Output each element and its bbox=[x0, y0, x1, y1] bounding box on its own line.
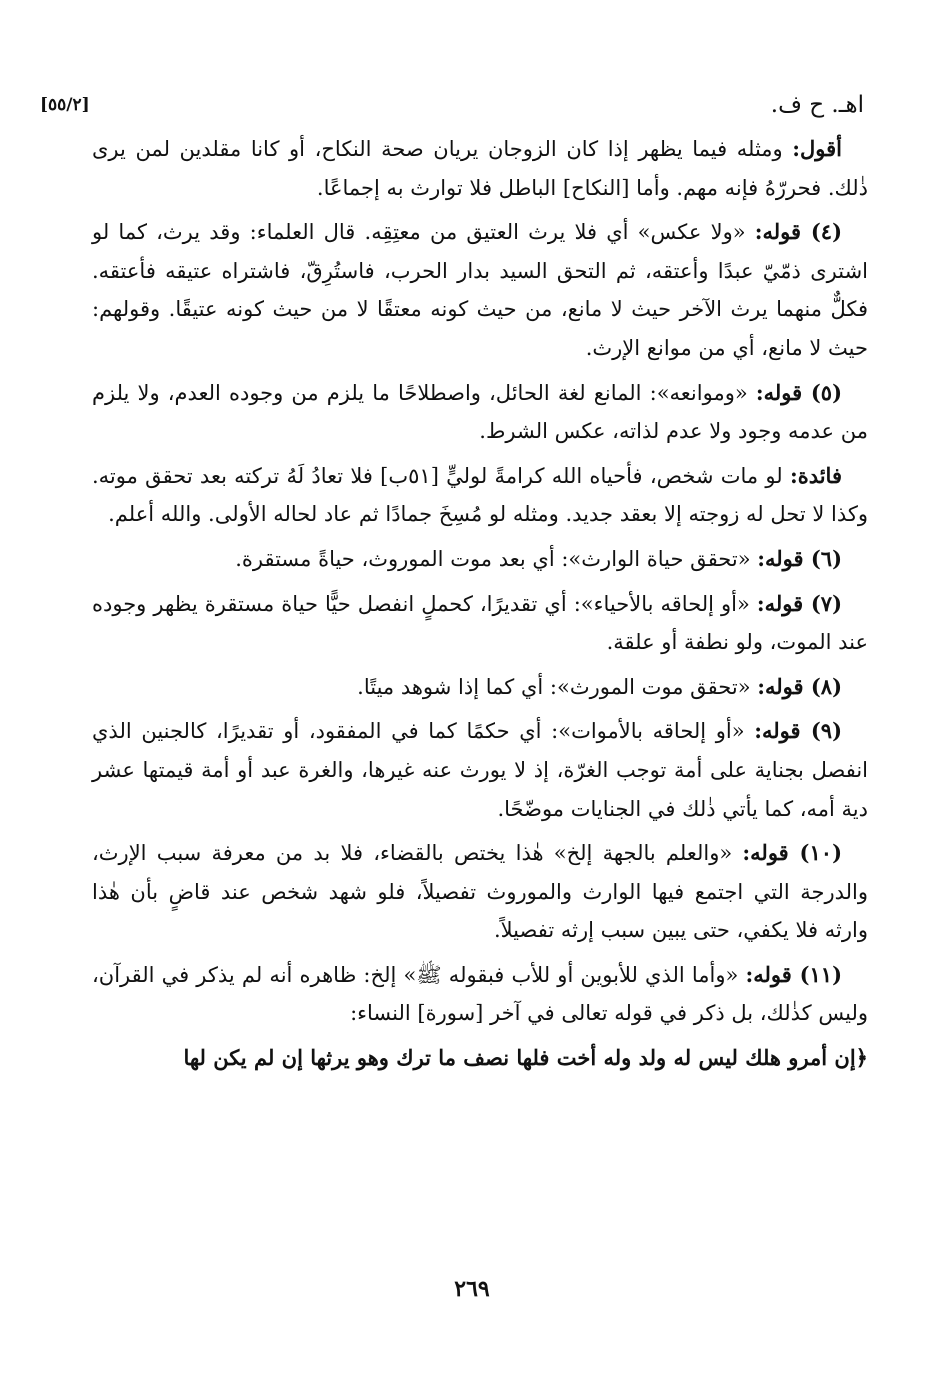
paragraph-lead: (١٠) قوله: bbox=[742, 840, 842, 866]
paragraph-text: «تحقق موت المورث»: أي كما إذا شوهد ميتًا. bbox=[357, 674, 758, 699]
paragraph bbox=[92, 712, 868, 828]
body-text bbox=[92, 130, 868, 1084]
paragraph-text: «تحقق حياة الوارث»: أي بعد موت الموروث، حياةً مستقرة. bbox=[235, 546, 758, 571]
paragraph-text: «والعلم بالجهة إلخ» هٰذا يختص بالقضاء، فلا بد من معرفة سبب الإرث، والدرجة التي اجتمع فيها الوارث والموروث تفصيلاً، فلو شهد شخص عند قاضٍ بأن هٰذا وارثه فلا يكفي، حتى يبين سبب إرثه تفصيلاً. bbox=[92, 841, 868, 943]
quran-verse bbox=[92, 1039, 868, 1078]
paragraph-text: ﴿إن أمرو هلك ليس له ولد وله أخت فلها نصف ما ترك وهو يرثها إن لم يكن لها bbox=[183, 1045, 868, 1071]
paragraph-lead: (٩) قوله: bbox=[754, 718, 842, 744]
page-reference: [٥٥/٢] bbox=[40, 95, 90, 115]
paragraph bbox=[92, 668, 868, 707]
paragraph-lead: (٦) قوله: bbox=[757, 545, 842, 571]
paragraph bbox=[92, 130, 868, 207]
paragraph-lead: (٥) قوله: bbox=[755, 379, 843, 405]
paragraph-text: ومثله فيما يظهر إذا كان الزوجان يريان صحة النكاح، أو كانا مقلدين لمن يرى ذٰلك. فحررّهُ فإنه مهم. وأما [النكاح] الباطل فلا توارث به إجماعًا. bbox=[92, 137, 868, 200]
paragraph-text: «وموانعه»: المانع لغة الحائل، واصطلاحًا ما يلزم من وجوده العدم، ولا يلزم من عدمه وجود ولا عدم لذاته، عكس الشرط. bbox=[92, 380, 868, 444]
paragraph bbox=[92, 457, 868, 534]
paragraph-text: لو مات شخص، فأحياه الله كرامةً لوليٍّ [٥١ب] فلا تعادُ لَهُ تركته بعد تحقق موته. وكذا لا تحل له زوجته إلا بعقد جديد. ومثله لو مُسِخَ جمادًا ثم عاد لحاله الأولى. والله أعلم. bbox=[92, 463, 868, 527]
paragraph-text: «ولا عكس» أي فلا يرث العتيق من معتِقِه. قال العلماء: وقد يرث، كما لو اشترى ذمّيّ عبدًا وأعتقه، ثم التحق السيد بدار الحرب، فاستُرِقّ، فاشتراه عتيقه فأعتقه. فكلٌّ منهما يرث الآخر حيث لا مانع، من حيث كونه معتقًا لا من حيث كونه عتيقًا. وقولهم: حيث لا مانع، أي من موانع الإرث. bbox=[92, 220, 868, 360]
paragraph-text: «وأما الذي للأبوين أو للأب فبقوله ﷺ» إلخ: ظاهره أنه لم يذكر في القرآن، وليس كذٰلك، بل ذكر في قوله تعالى في آخر [سورة] النساء: bbox=[92, 962, 868, 1026]
paragraph-lead: أقول: bbox=[792, 136, 842, 161]
page-header bbox=[40, 88, 864, 122]
paragraph-lead: فائدة: bbox=[789, 462, 842, 488]
paragraph-text: «أو إلحاقه بالأحياء»: أي تقديرًا، كحملٍ انفصل حيًّا حياة مستقرة يظهر وجوده عند الموت، ولو نطفة أو علقة. bbox=[92, 591, 868, 655]
paragraph bbox=[92, 834, 868, 950]
paragraph-text: «أو إلحاقه بالأموات»: أي حكمًا كما في المفقود، أو تقديرًا، كالجنين الذي انفصل بجناية على أمة توجب الغرّة، إذ لا يورث عنه غيرها، والغرة عبد أو أمة قيمتها عشر دية أمه، كما يأتي ذٰلك في الجنايات موضّحًا. bbox=[92, 719, 868, 821]
page-number: ٢٦٩ bbox=[454, 1276, 490, 1302]
paragraph-lead: (٤) قوله: bbox=[754, 219, 842, 245]
paragraph bbox=[92, 585, 868, 662]
paragraph-lead: (١١) قوله: bbox=[745, 961, 842, 987]
paragraph bbox=[92, 956, 868, 1033]
paragraph bbox=[92, 374, 868, 451]
paragraph-lead: (٧) قوله: bbox=[756, 590, 842, 616]
paragraph bbox=[92, 213, 868, 367]
continuation-text: اهـ. ح ف. bbox=[770, 92, 864, 118]
paragraph-lead: (٨) قوله: bbox=[757, 673, 842, 699]
paragraph bbox=[92, 540, 868, 579]
